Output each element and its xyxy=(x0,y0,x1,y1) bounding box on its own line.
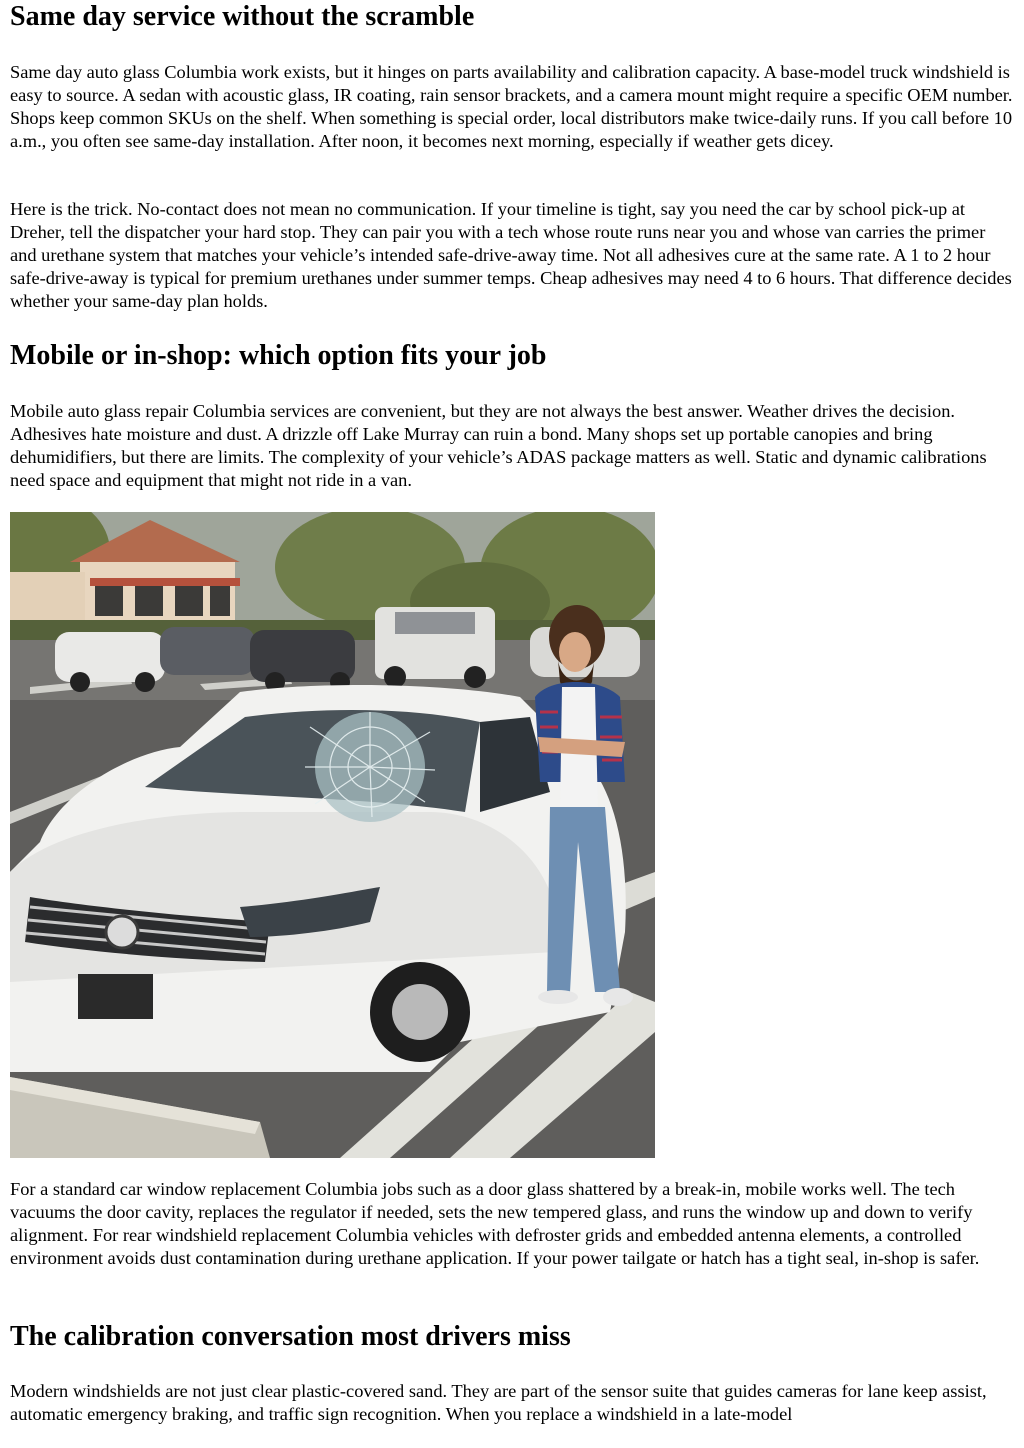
section-heading-mobile-or-shop: Mobile or in-shop: which option fits your job xyxy=(10,340,547,371)
paragraph-same-day-1: Same day auto glass Columbia work exists, but it hinges on parts availability and calibration capacity. A base-model truck windshield is easy to source. A sedan with acoustic glass, IR coating, rain sensor brackets, and a camera mount might require a specific OEM number. Shops keep common SKUs on the shelf. When something is special order, local distributors make twice-daily runs. If you call before 10 a.m., you often see same-day installation. After noon, it becomes next morning, especially if weather gets dicey. xyxy=(10,62,1013,151)
section-heading-calibration: The calibration conversation most drivers miss xyxy=(10,1321,571,1352)
section-heading-same-day: Same day service without the scramble xyxy=(10,1,475,32)
car-with-cracked-windshield-illustration xyxy=(10,512,655,1158)
paragraph-calibration-1: Modern windshields are not just clear plastic-covered sand. They are part of the sensor suite that guides cameras for lane keep assist, automatic emergency braking, and traffic sign recognition. When you replace a windshield in a late-model xyxy=(10,1381,987,1424)
paragraph-same-day-2: Here is the trick. No-contact does not mean no communication. If your timeline is tight, say you need the car by school pick-up at Dreher, tell the dispatcher your hard stop. They can pair you with a tech whose route runs near you and whose van carries the primer and urethane system that matches your vehicle’s intended safe-drive-away time. Not all adhesives cure at the same rate. A 1 to 2 hour safe-drive-away is typical for premium urethanes under summer temps. Cheap adhesives may need 4 to 6 hours. That difference decides whether your same-day plan holds. xyxy=(10,199,1012,311)
paragraph-mobile-2: For a standard car window replacement Columbia jobs such as a door glass shattered by a break-in, mobile works well. The tech vacuums the door cavity, replaces the regulator if needed, sets the new tempered glass, and runs the window up and down to verify alignment. For rear windshield replacement Columbia vehicles with defroster grids and embedded antenna elements, a controlled environment avoids dust contamination during urethane application. If your power tailgate or hatch has a tight seal, in-shop is safer. xyxy=(10,1179,980,1268)
article-photo xyxy=(10,512,655,1158)
paragraph-mobile-1: Mobile auto glass repair Columbia services are convenient, but they are not always the best answer. Weather drives the decision. Adhesives hate moisture and dust. A drizzle off Lake Murray can ruin a bond. Many shops set up portable canopies and bring dehumidifiers, but there are limits. The complexity of your vehicle’s ADAS package matters as well. Static and dynamic calibrations need space and equipment that might not ride in a van. xyxy=(10,401,987,490)
